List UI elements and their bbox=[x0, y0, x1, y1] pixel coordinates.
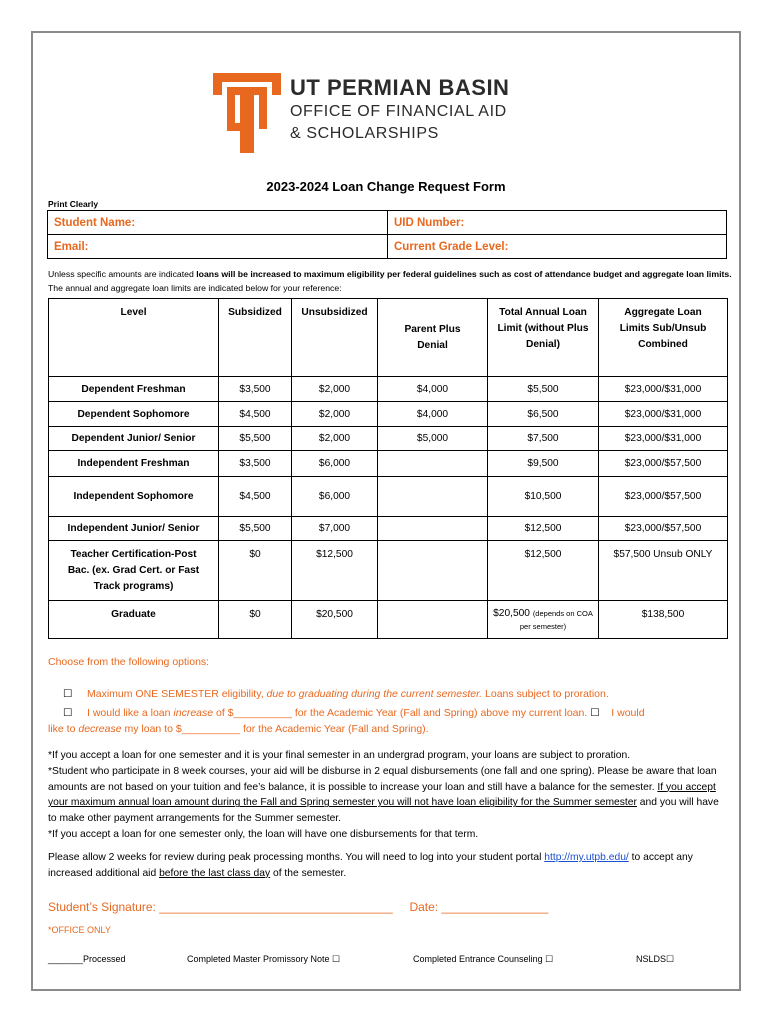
row-total: $10,500 bbox=[488, 477, 599, 517]
option-3-start: I would bbox=[611, 707, 645, 719]
table-row bbox=[49, 477, 728, 517]
row-aggregate: $23,000/$57,500 bbox=[599, 477, 728, 517]
row-unsubsidized: $7,000 bbox=[292, 517, 378, 541]
row-parent-plus: $5,000 bbox=[378, 427, 488, 451]
row-aggregate: $138,500 bbox=[599, 601, 728, 639]
option-1-italic: due to graduating during the current semester. bbox=[266, 688, 483, 700]
logo-line-2: & SCHOLARSHIPS bbox=[290, 125, 439, 142]
utpb-logo-icon bbox=[213, 73, 281, 153]
email-field[interactable]: Email: bbox=[48, 235, 388, 259]
row-unsubsidized: $2,000 bbox=[292, 377, 378, 402]
row-subsidized: $0 bbox=[219, 541, 292, 601]
header-parent-plus: Parent Plus Denial bbox=[378, 299, 488, 377]
row-aggregate: $57,500 Unsub ONLY bbox=[599, 541, 728, 601]
header-total-annual: Total Annual Loan Limit (without Plus Denial) bbox=[488, 299, 599, 377]
logo-title: UT PERMIAN BASIN bbox=[290, 75, 510, 100]
row-aggregate: $23,000/$31,000 bbox=[599, 402, 728, 427]
row-level: Independent Junior/ Senior bbox=[49, 517, 219, 541]
option-3-end: my loan to $__________ for the Academic Year (Fall and Spring). bbox=[121, 723, 429, 735]
mpn-checkbox[interactable]: Completed Master Promissory Note ☐ bbox=[187, 954, 341, 964]
review-instructions: Please allow 2 weeks for review during peak processing months. You will need to log into your student portal http://my.utpb.edu/ to accept any increased additional aid before the last class day of the semester. bbox=[48, 852, 693, 879]
row-subsidized: $0 bbox=[219, 601, 292, 639]
table-row bbox=[49, 541, 728, 601]
option-2-text: I would like a loan bbox=[87, 707, 174, 719]
table-row bbox=[49, 427, 728, 451]
option-1-end: Loans subject to proration. bbox=[482, 688, 609, 700]
checkbox-option-1[interactable]: ☐ bbox=[63, 688, 73, 700]
notice-bold: loans will be increased to maximum eligibility per federal guidelines such as cost of attendance budget and aggregate loan limits. bbox=[196, 269, 732, 279]
option-2-italic: increase bbox=[173, 707, 214, 719]
student-signature-field[interactable]: Student’s Signature: ___________________________________ bbox=[48, 900, 393, 914]
row-unsubsidized: $6,000 bbox=[292, 451, 378, 477]
note-3: *If you accept a loan for one semester only, the loan will have one disbursements for that term. bbox=[48, 828, 479, 840]
loan-notice bbox=[48, 267, 733, 295]
option-one-semester bbox=[63, 688, 609, 700]
option-increase bbox=[63, 707, 645, 719]
row-total: $12,500 bbox=[488, 517, 599, 541]
row-parent-plus: $4,000 bbox=[378, 377, 488, 402]
row-parent-plus bbox=[378, 517, 488, 541]
header-unsubsidized: Unsubsidized bbox=[292, 299, 378, 377]
row-parent-plus: $4,000 bbox=[378, 402, 488, 427]
row-subsidized: $3,500 bbox=[219, 377, 292, 402]
row-total: $12,500 bbox=[488, 541, 599, 601]
row-level: Dependent Junior/ Senior bbox=[49, 427, 219, 451]
print-clearly-label: Print Clearly bbox=[48, 199, 99, 209]
deadline-underline: before the last class day bbox=[159, 867, 271, 879]
row-unsubsidized: $12,500 bbox=[292, 541, 378, 601]
row-parent-plus bbox=[378, 601, 488, 639]
uid-number-field[interactable]: UID Number: bbox=[388, 211, 727, 235]
table-row bbox=[49, 517, 728, 541]
checkbox-option-2[interactable]: ☐ bbox=[63, 707, 73, 719]
header-subsidized: Subsidized bbox=[219, 299, 292, 377]
option-2-end: of $__________ for the Academic Year (Fall and Spring) above my current loan. bbox=[213, 707, 591, 719]
table-header-row bbox=[49, 299, 728, 377]
grade-level-field[interactable]: Current Grade Level: bbox=[388, 235, 727, 259]
student-portal-link[interactable]: http://my.utpb.edu/ bbox=[544, 852, 629, 863]
option-decrease bbox=[48, 723, 429, 735]
row-total: $5,500 bbox=[488, 377, 599, 402]
row-level: Dependent Freshman bbox=[49, 377, 219, 402]
row-aggregate: $23,000/$31,000 bbox=[599, 427, 728, 451]
table-row bbox=[49, 402, 728, 427]
row-subsidized: $5,500 bbox=[219, 427, 292, 451]
row-subsidized: $3,500 bbox=[219, 451, 292, 477]
note-2: *Student who participate in 8 week courses, your aid will be disburse in 2 equal disbursements (one fall and one spring). Please be aware that loan amounts are not based on your tuition and fee’s balance, it is possible to increase your loan and still have a balance for the semester. If you accept your maximum annual loan amount during the Fall and Spring semester you will not have loan eligibility for the Summer semester and you will have to make other payment arrangements for the Summer semester. bbox=[48, 765, 719, 825]
entrance-counseling-checkbox[interactable]: Completed Entrance Counseling ☐ bbox=[413, 954, 554, 964]
option-1-text: Maximum ONE SEMESTER eligibility, bbox=[87, 688, 267, 700]
signature-line bbox=[48, 900, 548, 914]
logo-line-1: OFFICE OF FINANCIAL AID bbox=[290, 103, 507, 120]
form-title: 2023-2024 Loan Change Request Form bbox=[266, 179, 506, 194]
row-total: $7,500 bbox=[488, 427, 599, 451]
row-level: Graduate bbox=[49, 601, 219, 639]
loan-limits-table bbox=[48, 298, 728, 639]
choose-options-heading: Choose from the following options: bbox=[48, 656, 210, 668]
row-unsubsidized: $2,000 bbox=[292, 427, 378, 451]
row-parent-plus bbox=[378, 451, 488, 477]
graduate-note: (depends on COA per semester) bbox=[519, 609, 593, 631]
row-level: Independent Freshman bbox=[49, 451, 219, 477]
checkbox-option-3[interactable]: ☐ bbox=[590, 707, 600, 719]
table-row bbox=[49, 377, 728, 402]
row-subsidized: $5,500 bbox=[219, 517, 292, 541]
form-page bbox=[31, 31, 741, 991]
row-aggregate: $23,000/$31,000 bbox=[599, 377, 728, 402]
student-info-grid bbox=[47, 210, 727, 259]
option-3-text: like to bbox=[48, 723, 79, 735]
row-subsidized: $4,500 bbox=[219, 477, 292, 517]
row-unsubsidized: $2,000 bbox=[292, 402, 378, 427]
row-subsidized: $4,500 bbox=[219, 402, 292, 427]
notice-text-1: Unless specific amounts are indicated bbox=[48, 269, 197, 279]
table-row bbox=[49, 451, 728, 477]
row-unsubsidized: $6,000 bbox=[292, 477, 378, 517]
table-row bbox=[49, 601, 728, 639]
row-unsubsidized: $20,500 bbox=[292, 601, 378, 639]
row-total: $20,500 (depends on COA per semester) bbox=[488, 601, 599, 639]
row-level: Teacher Certification-Post Bac. (ex. Grad Cert. or Fast Track programs) bbox=[49, 541, 219, 601]
note-1: *If you accept a loan for one semester and it is your final semester in an undergrad program, your loans are subject to proration. bbox=[48, 750, 631, 761]
row-aggregate: $23,000/$57,500 bbox=[599, 517, 728, 541]
note-2-underline: If you accept your maximum annual loan amount during the Fall and Spring semester you will not have loan eligibility for the Summer semester bbox=[48, 781, 716, 809]
notice-text-2: The annual and aggregate loan limits are indicated below for your reference: bbox=[48, 283, 342, 293]
processed-field[interactable]: _______Processed bbox=[48, 954, 126, 964]
office-only-label: *OFFICE ONLY bbox=[48, 925, 111, 935]
row-total: $9,500 bbox=[488, 451, 599, 477]
student-name-field[interactable]: Student Name: bbox=[48, 211, 388, 235]
row-aggregate: $23,000/$57,500 bbox=[599, 451, 728, 477]
option-3-italic: decrease bbox=[78, 723, 122, 735]
row-level: Independent Sophomore bbox=[49, 477, 219, 517]
row-parent-plus bbox=[378, 541, 488, 601]
date-field[interactable]: Date: ________________ bbox=[409, 900, 549, 914]
row-parent-plus bbox=[378, 477, 488, 517]
header-aggregate: Aggregate Loan Limits Sub/Unsub Combined bbox=[599, 299, 728, 377]
header-level: Level bbox=[49, 299, 219, 377]
row-level: Dependent Sophomore bbox=[49, 402, 219, 427]
nslds-checkbox[interactable]: NSLDS☐ bbox=[636, 954, 675, 964]
row-total: $6,500 bbox=[488, 402, 599, 427]
proration-notes bbox=[48, 748, 723, 843]
